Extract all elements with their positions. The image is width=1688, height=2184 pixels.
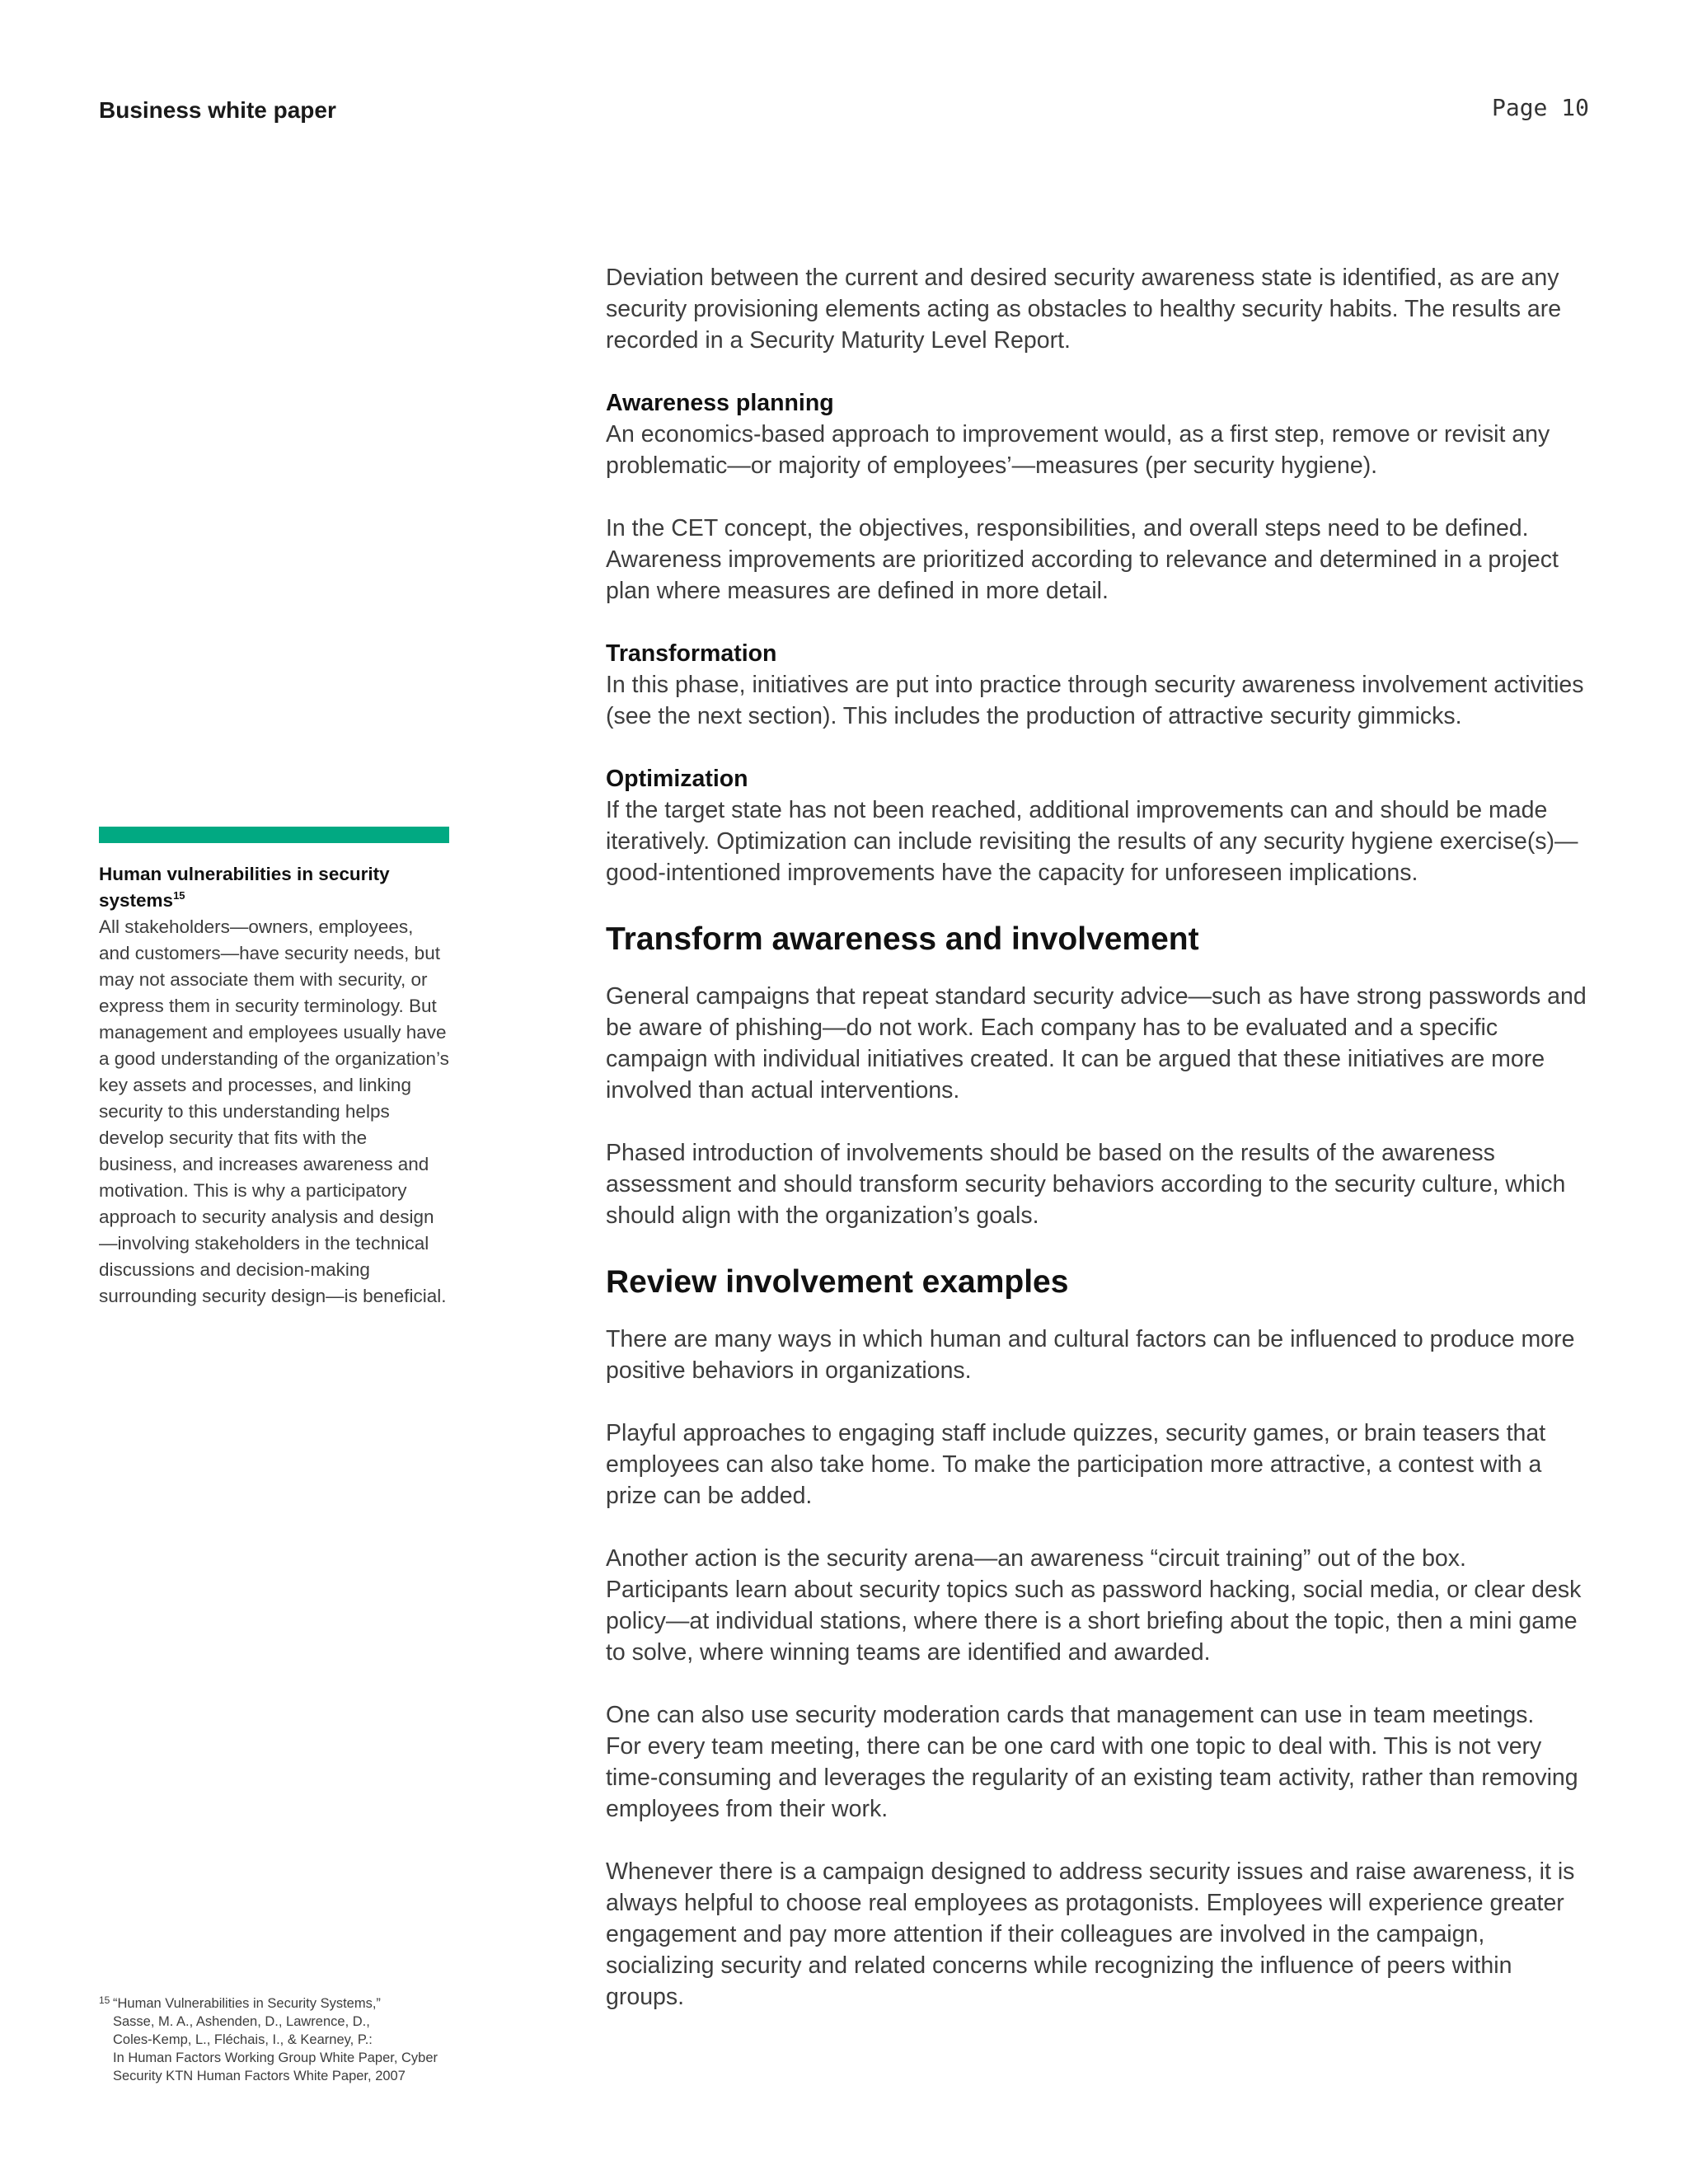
- optimization-block: [606, 763, 1595, 888]
- sidebar-title-text: Human vulnerabilities in security systems: [99, 864, 390, 911]
- transformation-heading: Transformation: [606, 640, 777, 667]
- footnote-marker: 15: [99, 1994, 110, 2006]
- optimization-text: If the target state has not been reached, additional improvements can and should be made iteratively. Optimization can include revisiting the results of any security hygiene exercise(s)—good-intentioned improvements have the capacity for unforeseen implications.: [606, 797, 1578, 886]
- footnote-line: Security KTN Human Factors White Paper, 2007: [113, 2069, 406, 2083]
- section-heading-review: Review involvement examples: [606, 1264, 1069, 1300]
- transform-paragraph: Phased introduction of involvements should be based on the results of the awareness assessment and should transform security behaviors according to the security culture, which should align with the organization’s goals.: [606, 1140, 1566, 1229]
- main-content: [606, 262, 1595, 2044]
- awareness-planning-paragraph: In the CET concept, the objectives, responsibilities, and overall steps need to be defined. Awareness improvements are prioritized according to relevance and determined in a project plan where measures are defined in more detail.: [606, 515, 1559, 604]
- review-paragraph: [606, 1699, 1595, 1825]
- document-header-label: Business white paper: [99, 97, 336, 123]
- review-paragraph: Another action is the security arena—an awareness “circuit training” out of the box. Participants learn about security topics such as password hacking, social media, or clear desk policy—at individual stations, where there is a short briefing about the topic, then a mini game to solve, where winning teams are identified and awarded.: [606, 1545, 1582, 1666]
- sidebar-title: [99, 861, 449, 914]
- footnote-line: Coles-Kemp, L., Fléchais, I., & Kearney, P.:: [113, 2032, 373, 2047]
- awareness-planning-heading: Awareness planning: [606, 390, 834, 416]
- awareness-planning-block: [606, 387, 1595, 481]
- review-paragraph: Whenever there is a campaign designed to address security issues and raise awareness, it is always helpful to choose real employees as protagonists. Employees will experience greater engagement and pay more attention if their colleagues are involved in the campaign, socializing security and related concerns while recognizing the influence of peers within groups.: [606, 1858, 1575, 2010]
- intro-paragraph: Deviation between the current and desired security awareness state is identified, as are any security provisioning elements acting as obstacles to healthy security habits. The results are recorded in a Security Maturity Level Report.: [606, 265, 1562, 354]
- transform-paragraph: General campaigns that repeat standard security advice—such as have strong passwords and be aware of phishing—do not work. Each company has to be evaluated and a specific campaign with individual initiatives created. It can be argued that these initiatives are more involved than actual interventions.: [606, 983, 1587, 1104]
- review-paragraph-text: For every team meeting, there can be one card with one topic to deal with. This is not very time-consuming and leverages the regularity of an existing team activity, rather than removing employees from their work.: [606, 1733, 1578, 1822]
- footnote-line: Sasse, M. A., Ashenden, D., Lawrence, D.,: [113, 2014, 370, 2029]
- review-paragraph: Playful approaches to engaging staff include quizzes, security games, or brain teasers that employees can also take home. To make the participation more attractive, a contest with a prize can be added.: [606, 1420, 1546, 1509]
- transformation-block: [606, 638, 1595, 732]
- review-paragraph-line: One can also use security moderation cards that management can use in team meetings.: [606, 1702, 1535, 1728]
- footnote: [99, 1994, 462, 2085]
- sidebar-body: All stakeholders—owners, employees, and customers—have security needs, but may not associate them with security, or express them in security terminology. But management and employees usually have a good understanding of the organization’s key assets and processes, and linking security to this understanding helps develop security that fits with the business, and increases awareness and motivation. This is why a participatory approach to security analysis and design—involving stakeholders in the technical discussions and decision-making surrounding security design—is beneficial.: [99, 916, 449, 1306]
- footnote-line: “Human Vulnerabilities in Security Systems,”: [113, 1996, 381, 2011]
- footnote-line: In Human Factors Working Group White Paper, Cyber: [113, 2050, 438, 2065]
- page-number: Page 10: [1491, 94, 1589, 121]
- transformation-text: In this phase, initiatives are put into practice through security awareness involvement activities (see the next section). This includes the production of attractive security gimmicks.: [606, 672, 1584, 729]
- sidebar-accent-bar: [99, 827, 449, 843]
- sidebar-footnote-ref: 15: [173, 889, 185, 902]
- sidebar-callout: [99, 827, 449, 1310]
- review-paragraph: There are many ways in which human and cultural factors can be influenced to produce more positive behaviors in organizations.: [606, 1326, 1575, 1384]
- optimization-heading: Optimization: [606, 766, 748, 792]
- section-heading-transform: Transform awareness and involvement: [606, 921, 1199, 957]
- awareness-planning-text: An economics-based approach to improvement would, as a first step, remove or revisit any problematic—or majority of employees’—measures (per security hygiene).: [606, 421, 1550, 479]
